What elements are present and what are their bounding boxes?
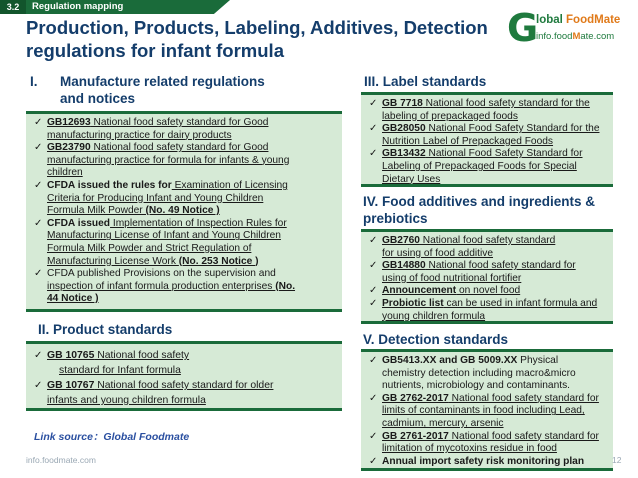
logo-g-letter: G [507, 6, 539, 50]
list-item: ✓ GB28050 National Food Safety Standard for the Nutrition Label of Prepackaged Foods [369, 123, 607, 148]
global-foodmate-logo [507, 6, 631, 50]
list-item: ✓ GB 2761-2017 National food safety standard for limitation of mycotoxins residue in food [369, 431, 607, 456]
section-2-heading: II. Product standards [38, 322, 173, 337]
link-source: Link source：Global Foodmate [34, 431, 190, 443]
section-1-title-line2: and notices [60, 91, 136, 106]
list-item: ✓ CFDA published Provisions on the supervision and inspection of infant formula production enterprises (No. 44 Notice ) [34, 268, 336, 306]
list-item: ✓ GB 7718 National food safety standard for the labeling of prepackaged foods [369, 98, 607, 123]
list-item: ✓ Annual import safety risk monitoring plan [369, 456, 607, 469]
list-item: ✓ GB14880 National food safety standard for using of food nutritional fortifier [369, 260, 607, 285]
section-tag-label: Regulation mapping [32, 1, 124, 12]
logo-brand-name: lobal FoodMate [536, 14, 621, 26]
section-4-title-line1: IV. Food additives and ingredients & [363, 194, 596, 209]
section-4-box [361, 229, 613, 324]
page-number: 12 [612, 455, 622, 465]
list-item: ✓ CFDA issued Implementation of Inspection Rules for Manufacturing License of Infant and Young Children Formula Milk Powder and Strict Regulation of Manufacturing License Work (No. 253 Notice ) [34, 218, 336, 268]
section-1-number: I. [30, 74, 38, 89]
section-1-box [26, 111, 342, 312]
list-item: ✓ Probiotic list can be used in infant formula and young children formula [369, 298, 607, 323]
list-item: ✓ GB5413.XX and GB 5009.XX Physical chemistry detection including macro&micro nutrients, microbiology and contaminants. [369, 355, 607, 393]
list-item: ✓ GB12693 National food safety standard for Good manufacturing practice for dairy products [34, 117, 336, 142]
list-item: ✓ CFDA issued the rules for Examination of Licensing Criteria for Producing Infant and Young Children Formula Milk Powder (No. 49 Notice ) [34, 180, 336, 218]
section-5-box [361, 349, 613, 471]
section-tag-number: 3.2 [0, 0, 26, 14]
section-1-heading [30, 73, 350, 107]
section-4-title-line2: prebiotics [363, 211, 428, 226]
section-3-box [361, 92, 613, 187]
logo-url: info.foodMate.com [536, 31, 615, 42]
list-item: ✓ GB 10767 National food safety standard for older infants and young children formula [34, 378, 336, 408]
list-item: ✓ GB2760 National food safety standard for using of food additive [369, 235, 607, 260]
section-2-box [26, 341, 342, 411]
section-3-heading: III. Label standards [364, 74, 487, 89]
list-item: ✓ GB 10765 National food safety standard for Infant formula [34, 348, 336, 378]
list-item: ✓ Announcement on novel food [369, 285, 607, 298]
page-title: Production, Products, Labeling, Additives, Detection regulations for infant formula [26, 17, 488, 61]
section-1-title-line1: Manufacture related regulations [60, 74, 265, 89]
footer-url: info.foodmate.com [26, 455, 96, 465]
list-item: ✓ GB13432 National Food Safety Standard for Labeling of Prepackaged Foods for Special Dietary Uses [369, 148, 607, 186]
section-5-heading: V. Detection standards [363, 332, 509, 347]
list-item: ✓ GB23790 National food safety standard for Good manufacturing practice for formula for infants & young children [34, 142, 336, 180]
list-item: ✓ GB 2762-2017 National food safety standard for limits of contaminants in food including Lead, cadmium, mercury, arsenic [369, 393, 607, 431]
section-4-heading [363, 193, 623, 227]
